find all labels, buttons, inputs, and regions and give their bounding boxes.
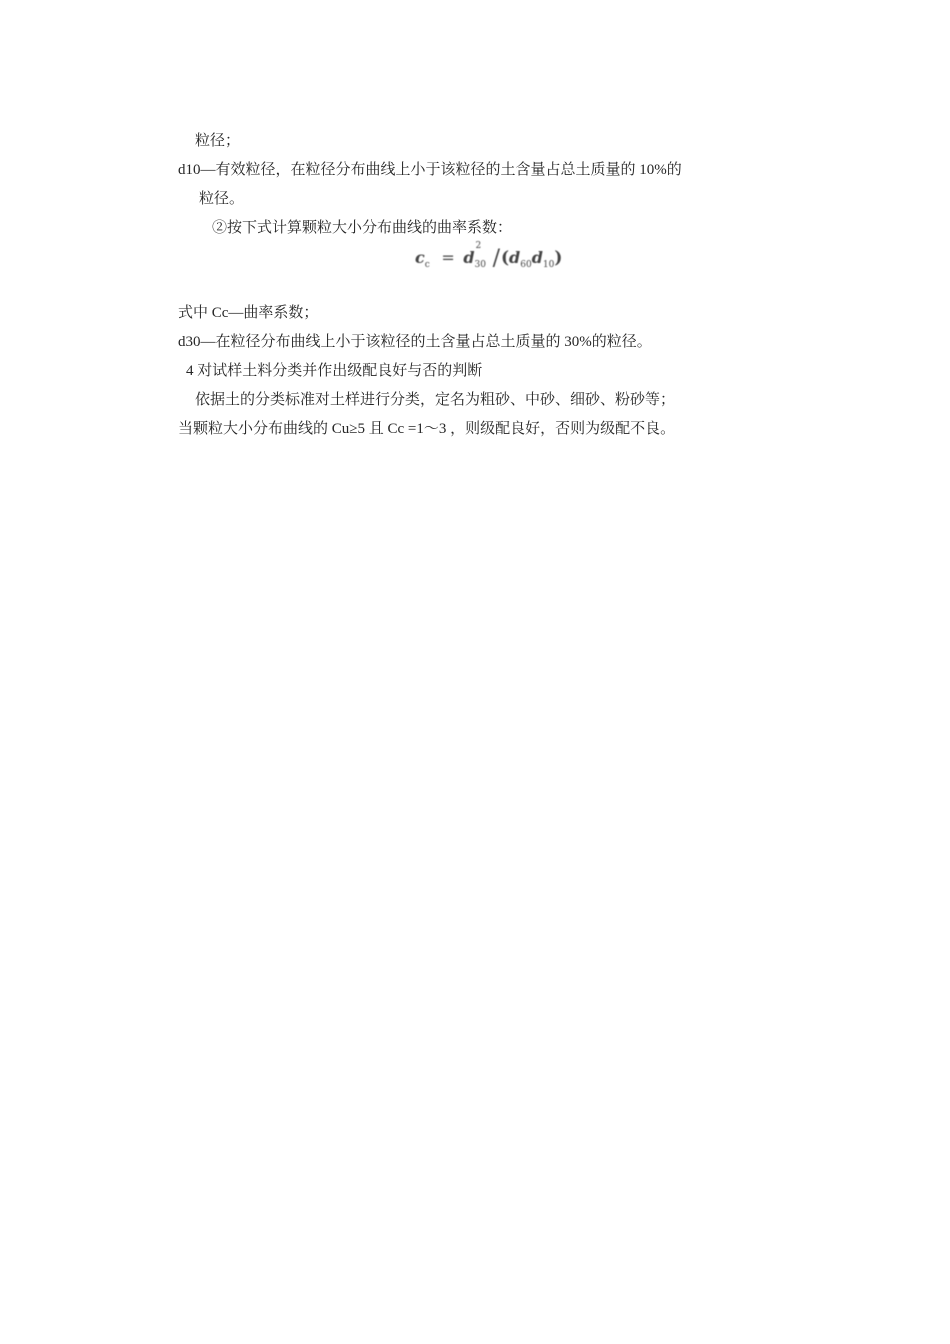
formula-c-sub: c (424, 260, 430, 270)
formula-d30-sub: 30 (474, 260, 486, 270)
formula-d10: d (531, 248, 543, 267)
text-line-cc-definition: 式中 Cc—曲率系数； (178, 305, 319, 321)
text-line-d10-definition: d10—有效粒径，在粒径分布曲线上小于该粒径的土含量占总土质量的 10%的 (178, 162, 682, 178)
formula-d30: d (463, 248, 475, 267)
formula-d30-sup: 2 (475, 241, 482, 251)
text-line-curvature-instruction: ②按下式计算颗粒大小分布曲线的曲率系数： (212, 220, 513, 236)
formula-slash: / (492, 246, 500, 271)
formula-lparen: ( (501, 248, 510, 268)
formula-d30-scripts (474, 241, 486, 270)
formula-d60: d (509, 248, 521, 267)
formula-d60-sub: 60 (520, 260, 532, 270)
formula-rparen: ) (554, 248, 563, 268)
text-line-classification-standard: 依据土的分类标准对土样进行分类，定名为粗砂、中砂、细砂、粉砂等； (195, 392, 676, 408)
text-line-particle-size: 粒径； (195, 133, 241, 149)
formula-d10-sub: 10 (542, 260, 555, 270)
formula-equals: = (441, 248, 455, 267)
text-line-gradation-criteria: 当颗粒大小分布曲线的 Cu≥5 且 Cc =1～3 ，则级配良好，否则为级配不良。 (178, 421, 676, 437)
formula-c: c (415, 248, 425, 267)
text-line-particle-size-end: 粒径。 (199, 191, 245, 207)
section-heading-classification: 4 对试样土料分类并作出级配良好与否的判断 (186, 363, 483, 379)
text-line-d30-definition: d30—在粒径分布曲线上小于该粒径的土含量占总土质量的 30%的粒径。 (178, 334, 652, 350)
curvature-coefficient-formula (415, 241, 585, 274)
